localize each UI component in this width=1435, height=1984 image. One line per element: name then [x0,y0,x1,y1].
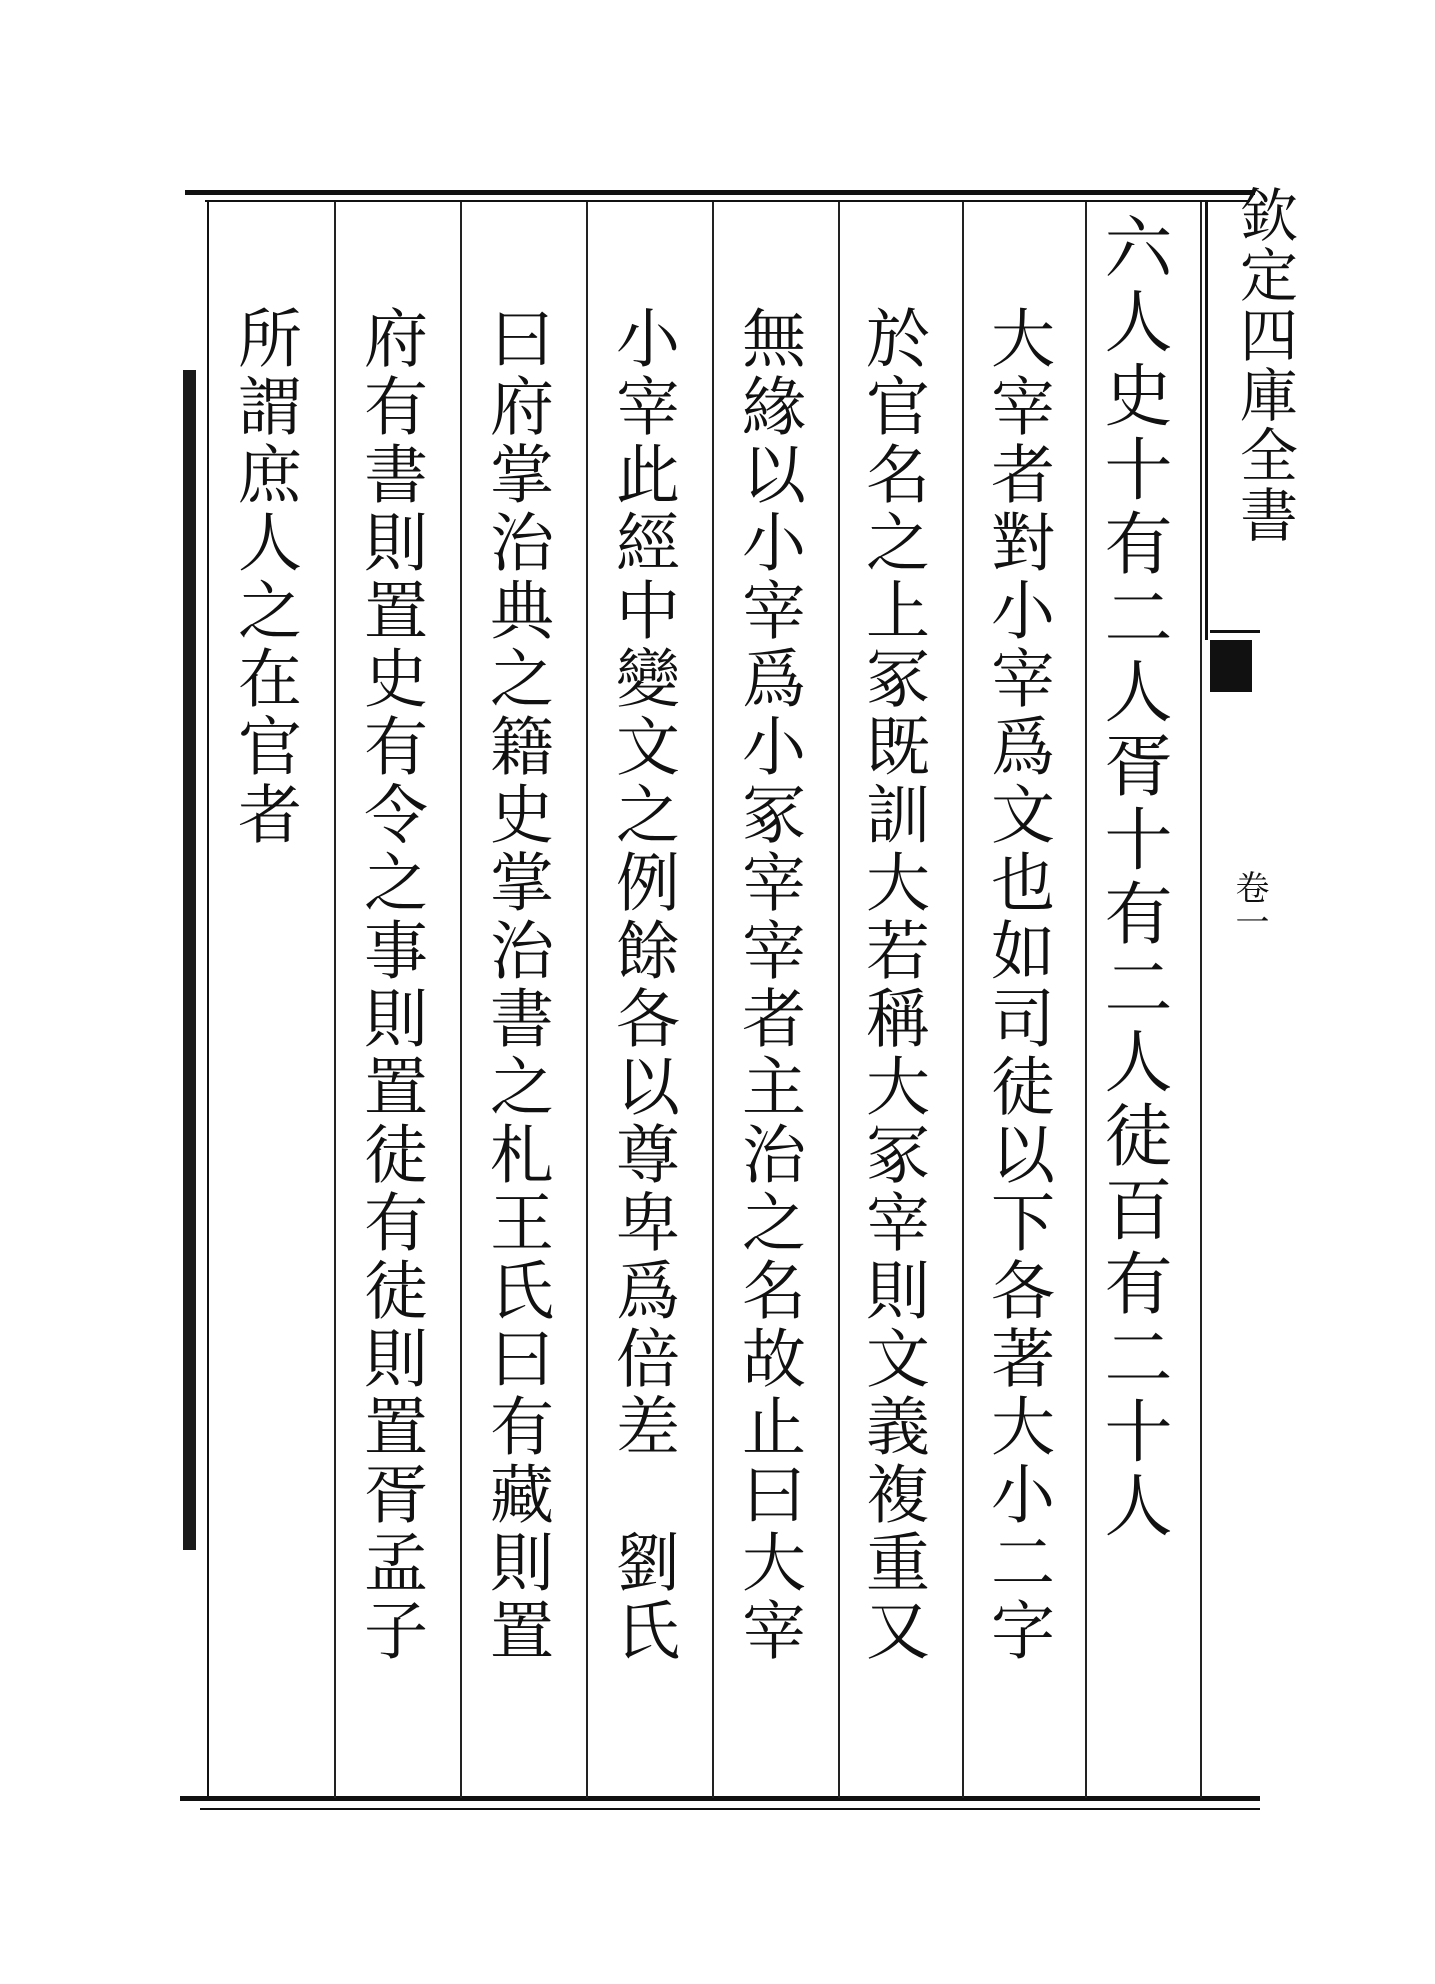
text-column-3: 於官名之上冢既訓大若稱大冢宰則文義複重又 [855,305,929,1665]
column-divider [460,202,462,1798]
column-divider [962,202,964,1798]
frame-bottom-rule [180,1796,1260,1801]
column-divider [334,202,336,1798]
column-divider [1200,202,1202,1798]
column-divider [1085,202,1087,1798]
frame-top-rule [185,190,1255,195]
column-divider [838,202,840,1798]
text-column-6: 曰府掌治典之籍史掌治書之札王氏曰有藏則置 [479,305,553,1665]
frame-bottom-inner-rule [200,1808,1260,1810]
text-column-5: 小宰此經中變文之例餘各以尊卑爲倍差 劉氏 [605,305,679,1665]
text-column-8: 所謂庶人之在官者 [227,305,301,849]
column-divider [712,202,714,1798]
margin-rule [1205,200,1208,640]
text-column-2: 大宰者對小宰爲文也如司徒以下各著大小二字 [980,305,1054,1665]
text-column-1: 六人史十有二人胥十有二人徒百有二十人 [1093,212,1172,1544]
frame-left-thick-rule [183,370,196,1550]
margin-book-title: 欽定四庫全書 [1230,185,1298,545]
margin-fish-tail [1210,640,1252,692]
frame-top-inner-rule [205,200,1250,202]
margin-juan-number: 卷一 [1229,870,1269,938]
text-column-4: 無緣以小宰爲小冢宰宰者主治之名故止曰大宰 [731,305,805,1665]
frame-left-rule [207,200,209,1800]
margin-fish-tail-rule [1210,630,1260,633]
text-column-7: 府有書則置史有令之事則置徒有徒則置胥孟子 [353,305,427,1665]
column-divider [586,202,588,1798]
